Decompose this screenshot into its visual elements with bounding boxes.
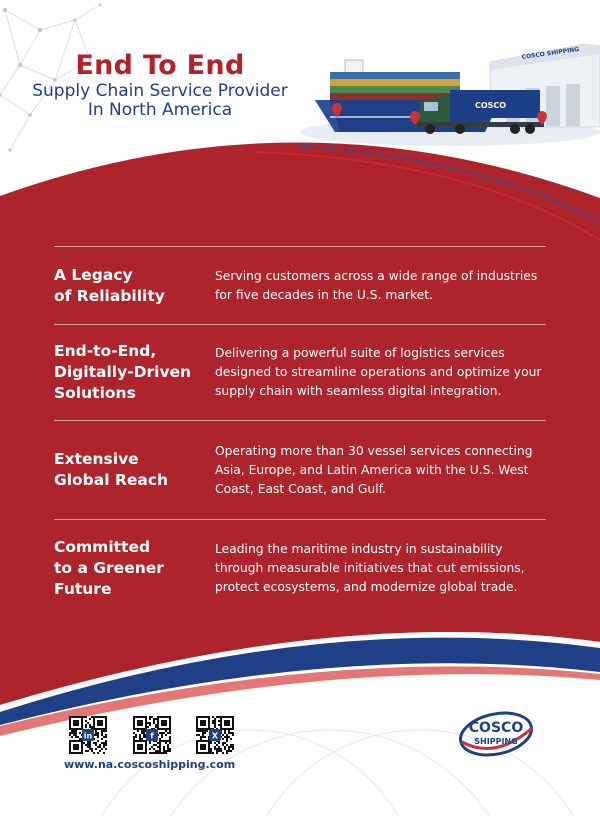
feature-title [54, 449, 214, 491]
facebook-icon-glyph: f [150, 731, 154, 741]
warehouse-sign: COSCO SHIPPING [521, 45, 580, 61]
feature-title-line: Committed [54, 537, 151, 556]
feature-title-line: Digitally-Driven [54, 363, 192, 381]
feature-description: Leading the maritime industry in sustainability through measurable initiatives that cut emissions, protect ecosystems, and modernize global trade. [215, 541, 525, 594]
feature-title-line: Future [54, 579, 112, 598]
website-link[interactable]: www.na.coscoshipping.com [64, 758, 236, 771]
logo-text-shipping: SHIPPING [474, 737, 518, 746]
feature-title-line: Extensive [54, 450, 139, 468]
feature-title-line: Solutions [54, 384, 136, 402]
x-icon-glyph: X [211, 731, 219, 741]
linkedin-icon-glyph: in [83, 731, 93, 741]
feature-title-line: to a Greener [54, 558, 164, 577]
qr-code-x[interactable] [196, 716, 234, 754]
subtitle-line-1: Supply Chain Service Provider [32, 81, 288, 101]
feature-title-line: A Legacy [54, 265, 133, 284]
feature-row-digital [54, 325, 546, 420]
feature-title-line: End-to-End, [54, 342, 157, 360]
feature-description: Delivering a powerful suite of logistics services designed to streamline operations and optimize your supply chain with seamless digital integration. [215, 346, 542, 398]
feature-title-line: of Reliability [54, 286, 165, 305]
truck-sign: COSCO [475, 101, 507, 110]
subtitle-line-2: In North America [87, 100, 233, 120]
feature-list [54, 246, 546, 616]
feature-row-greener-future [54, 520, 546, 616]
feature-title-line: Global Reach [54, 471, 169, 489]
qr-code-facebook[interactable] [133, 716, 171, 754]
logo-text-cosco: COSCO [468, 720, 524, 736]
cosco-shipping-logo [454, 708, 538, 760]
feature-row-global-reach [54, 421, 546, 519]
feature-description: Serving customers across a wide range of industries for five decades in the U.S. market. [215, 268, 538, 302]
feature-title [54, 537, 214, 600]
feature-title [54, 341, 214, 404]
feature-row-legacy [54, 247, 546, 324]
feature-title [54, 265, 214, 307]
qr-code-linkedin[interactable] [69, 716, 107, 754]
feature-description: Operating more than 30 vessel services connecting Asia, Europe, and Latin America with the U.S. West Coast, East Coast, and Gulf. [215, 443, 533, 496]
page-title: End To End [75, 50, 245, 81]
